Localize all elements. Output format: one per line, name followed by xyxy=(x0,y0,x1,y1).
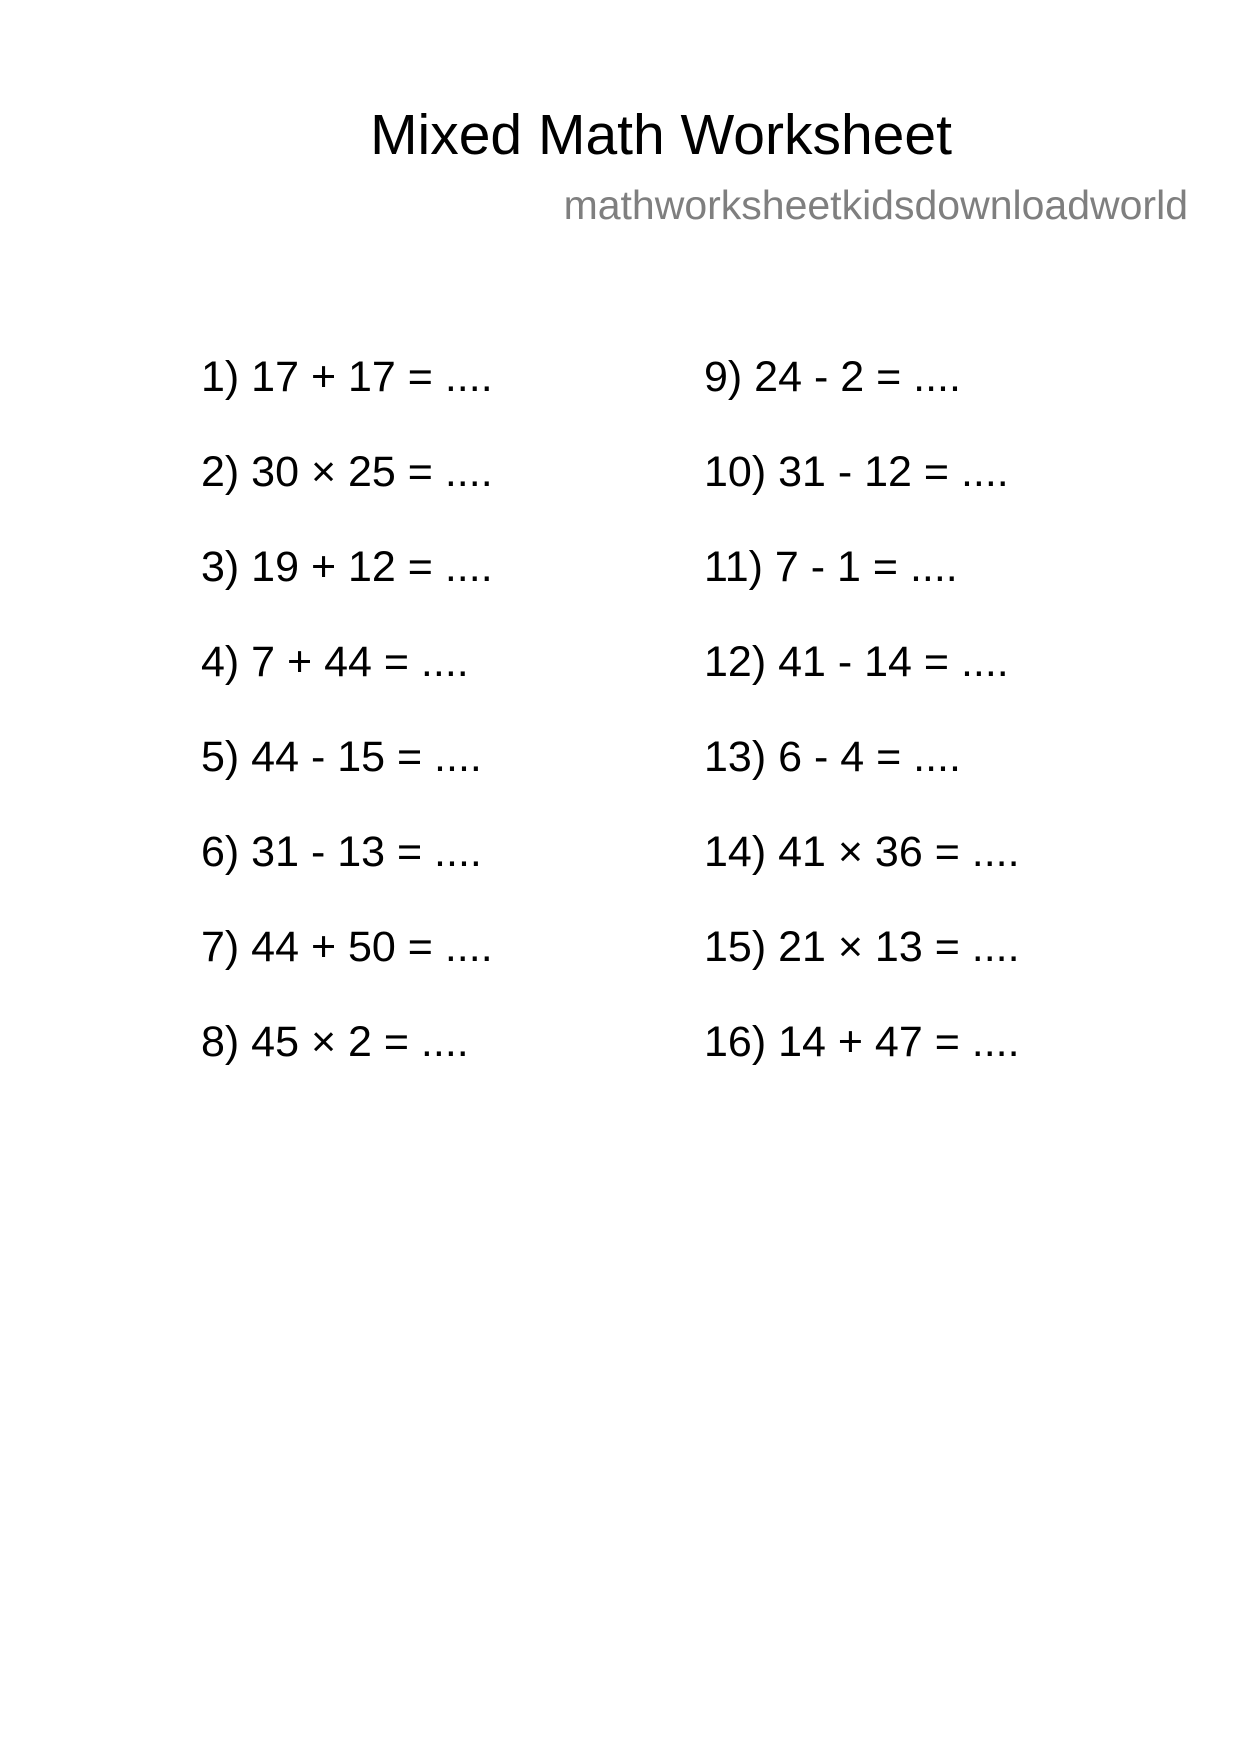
problem-15: 15) 21 × 13 = .... xyxy=(704,923,1020,971)
problem-column-left xyxy=(201,350,493,1110)
problem-3: 3) 19 + 12 = .... xyxy=(201,543,493,591)
problem-4: 4) 7 + 44 = .... xyxy=(201,638,469,686)
problem-2: 2) 30 × 25 = .... xyxy=(201,448,493,496)
problem-14: 14) 41 × 36 = .... xyxy=(704,828,1020,876)
problem-column-right xyxy=(704,350,1020,1110)
problem-13: 13) 6 - 4 = .... xyxy=(704,733,961,781)
page-title: Mixed Math Worksheet xyxy=(370,103,952,167)
problem-12: 12) 41 - 14 = .... xyxy=(704,638,1009,686)
problem-9: 9) 24 - 2 = .... xyxy=(704,353,961,401)
problem-5: 5) 44 - 15 = .... xyxy=(201,733,482,781)
problem-6: 6) 31 - 13 = .... xyxy=(201,828,482,876)
problem-16: 16) 14 + 47 = .... xyxy=(704,1018,1020,1066)
problem-10: 10) 31 - 12 = .... xyxy=(704,448,1009,496)
problem-7: 7) 44 + 50 = .... xyxy=(201,923,493,971)
problem-1: 1) 17 + 17 = .... xyxy=(201,353,493,401)
problem-8: 8) 45 × 2 = .... xyxy=(201,1018,469,1066)
problem-11: 11) 7 - 1 = .... xyxy=(704,543,958,591)
site-watermark: mathworksheetkidsdownloadworld xyxy=(563,182,1188,228)
